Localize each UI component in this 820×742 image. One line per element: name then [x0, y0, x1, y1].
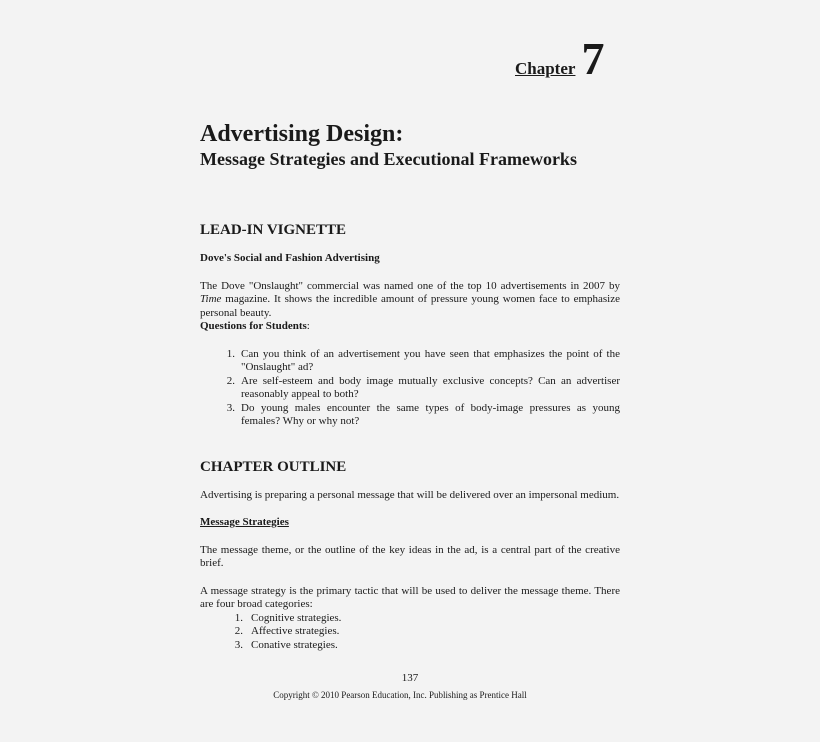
- leadin-paragraph: [200, 280, 620, 321]
- questions-list: [200, 348, 620, 429]
- list-number: 1.: [234, 611, 243, 624]
- leadin-subheading: Dove's Social and Fashion Advertising: [200, 252, 380, 264]
- list-text: Cognitive strategies.: [251, 611, 342, 624]
- page-number: 137: [401, 672, 419, 684]
- list-number: 2.: [234, 625, 243, 637]
- list-number: 2.: [226, 374, 235, 387]
- list-item: [200, 612, 620, 626]
- outline-intro: Advertising is preparing a personal message that will be delivered over an impersonal medium.: [200, 488, 620, 501]
- body-content: [200, 220, 620, 652]
- chapter-number: 7: [581, 33, 605, 84]
- page-title: Advertising Design:: [200, 121, 404, 147]
- questions-colon: :: [306, 320, 310, 332]
- leadin-para-italic: Time: [200, 293, 222, 305]
- list-item: [200, 639, 620, 653]
- list-text: Can you think of an advertisement you have seen that emphasizes the point of the "Onslaught" ad?: [241, 347, 620, 373]
- list-number: 3.: [226, 401, 235, 414]
- page-subtitle: Message Strategies and Executional Frameworks: [200, 149, 577, 169]
- list-item: [200, 348, 620, 375]
- leadin-para-end: magazine. It shows the incredible amount of pressure young women face to emphasize personal beauty.: [200, 293, 620, 319]
- list-text: Do young males encounter the same types of body-image pressures as young females? Why or why not?: [241, 401, 620, 427]
- list-number: 1.: [226, 347, 235, 360]
- leadin-heading: LEAD-IN VIGNETTE: [200, 222, 347, 238]
- outline-heading: CHAPTER OUTLINE: [200, 458, 347, 475]
- list-number: 3.: [234, 638, 243, 651]
- title-block: [200, 120, 640, 170]
- list-item: [200, 402, 620, 429]
- message-strategies-heading: Message Strategies: [200, 516, 289, 528]
- chapter-label: [515, 33, 605, 84]
- list-text: Conative strategies.: [251, 638, 338, 651]
- list-item: [200, 625, 620, 639]
- outline-para1: The message theme, or the outline of the key ideas in the ad, is a central part of the creative brief.: [200, 543, 620, 569]
- questions-label-line: [200, 320, 620, 334]
- outline-para2: A message strategy is the primary tactic that will be used to deliver the message theme. There are four broad categories:: [200, 584, 620, 610]
- list-text: Are self-esteem and body image mutually exclusive concepts? Can an advertiser reasonably appeal to both?: [241, 374, 620, 400]
- questions-label: Questions for Students: [200, 320, 307, 332]
- list-item: [200, 375, 620, 402]
- list-text: Affective strategies.: [251, 625, 340, 637]
- leadin-para-start: The Dove "Onslaught" commercial was named one of the top 10 advertisements in 2007 by: [200, 279, 620, 292]
- copyright-notice: Copyright © 2010 Pearson Education, Inc. Publishing as Prentice Hall: [273, 690, 527, 700]
- categories-list: [200, 612, 620, 653]
- chapter-word: Chapter: [515, 59, 576, 78]
